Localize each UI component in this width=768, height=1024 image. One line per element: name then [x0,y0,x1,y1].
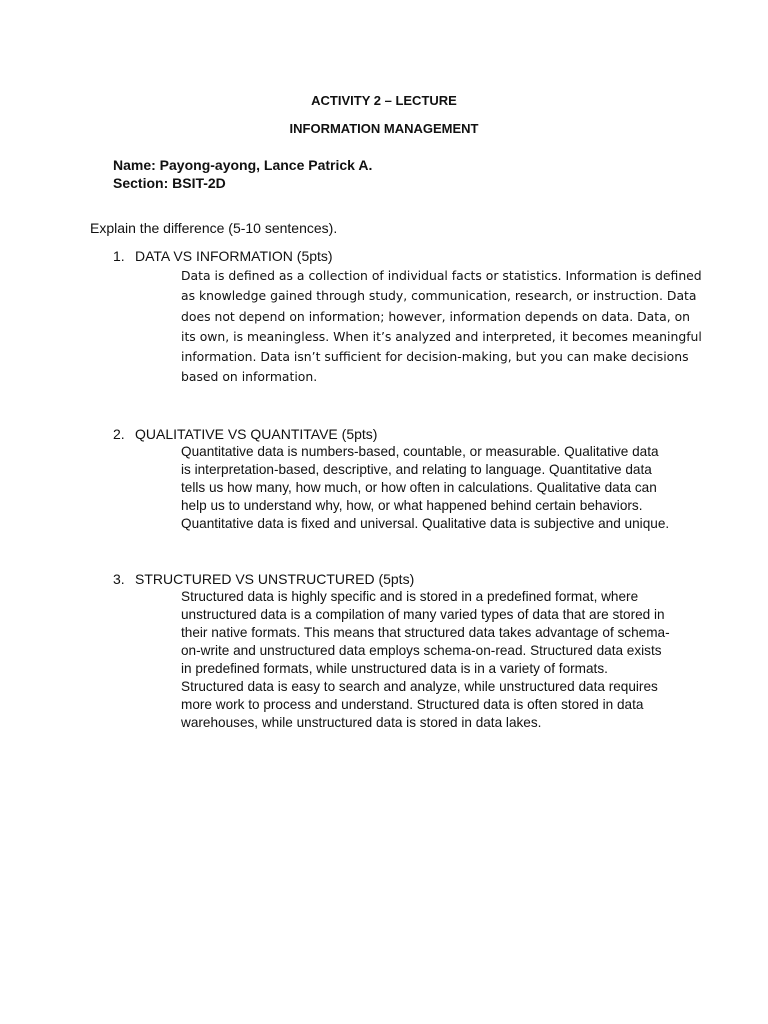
answer-line: help us to understand why, how, or what happened behind certain behaviors. [181,498,643,513]
answer-line: on-write and unstructured data employs schema-on-read. Structured data exists [181,643,662,658]
question-number: 3. [113,571,125,587]
answer-line: Quantitative data is numbers-based, countable, or measurable. Qualitative data [181,444,659,459]
answer-line: does not depend on information; however, information depends on data. Data, on [181,308,691,324]
question-1-heading [113,247,333,265]
answer-line: unstructured data is a compilation of many varied types of data that are stored in [181,607,665,622]
student-name: Name: Payong-ayong, Lance Patrick A. [113,157,373,173]
answer-line: tells us how many, how much, or how often in calculations. Qualitative data can [181,480,657,495]
question-number: 1. [113,248,125,264]
answer-line: in predefined formats, while unstructured data is in a variety of formats. [181,661,608,676]
answer-line: more work to process and understand. Structured data is often stored in data [181,697,644,712]
document-subtitle: INFORMATION MANAGEMENT [289,121,479,136]
question-title: QUALITATIVE VS QUANTITAVE (5pts) [135,426,378,442]
answer-line: Structured data is easy to search and analyze, while unstructured data requires [181,679,658,694]
question-title: DATA VS INFORMATION (5pts) [135,248,333,264]
answer-line: Quantitative data is fixed and universal. Qualitative data is subjective and unique. [181,516,670,531]
answer-line: Data is defined as a collection of individual facts or statistics. Information is defined [181,268,702,283]
question-title: STRUCTURED VS UNSTRUCTURED (5pts) [135,571,415,587]
question-1-answer [181,266,702,388]
question-3-heading [113,570,414,588]
answer-line: Structured data is highly specific and is stored in a predefined format, where [181,589,639,604]
answer-line: information. Data isn’t sufficient for decision-making, but you can make decisions [181,349,689,365]
answer-line: as knowledge gained through study, communication, research, or instruction. Data [181,288,697,304]
answer-line: its own, is meaningless. When it’s analyzed and interpreted, it becomes meaningful [181,328,702,344]
question-number: 2. [113,426,125,442]
answer-line: their native formats. This means that structured data takes advantage of schema- [181,625,670,640]
question-2-answer [181,443,681,533]
document-title: ACTIVITY 2 – LECTURE [311,93,457,108]
instructions: Explain the difference (5-10 sentences). [90,220,338,236]
question-3-answer [181,588,681,732]
answer-line: warehouses, while unstructured data is stored in data lakes. [181,715,542,730]
answer-line: based on information. [181,369,318,385]
student-section: Section: BSIT-2D [113,175,226,191]
question-2-heading [113,425,377,443]
answer-line: is interpretation-based, descriptive, and relating to language. Quantitative data [181,462,652,477]
